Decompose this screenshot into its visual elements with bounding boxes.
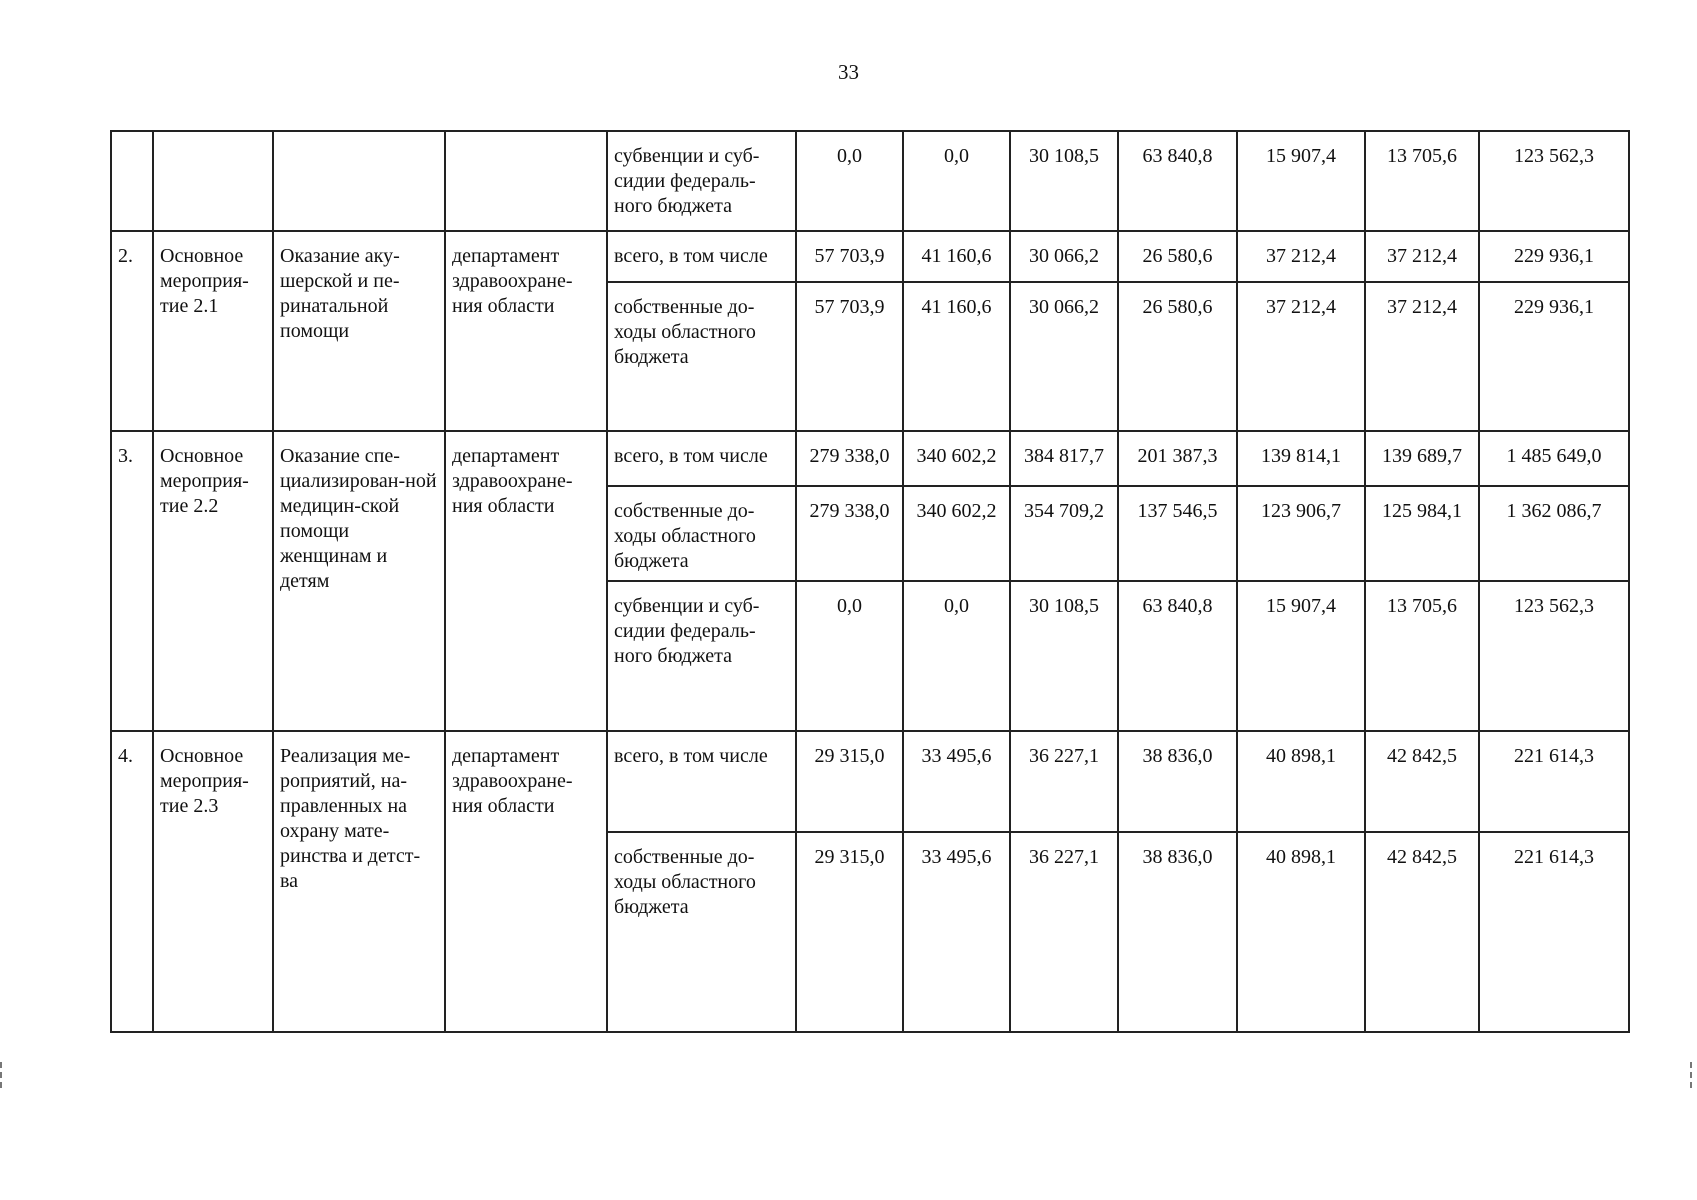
value-cell: 15 907,4 (1237, 131, 1365, 231)
table-row (111, 731, 1629, 832)
value-cell: 384 817,7 (1010, 431, 1118, 486)
measure-description (273, 131, 445, 231)
value-cell: 340 602,2 (903, 486, 1010, 581)
value-cell: 123 906,7 (1237, 486, 1365, 581)
value-cell: 33 495,6 (903, 832, 1010, 1032)
scan-margin-mark-right (1690, 1062, 1696, 1088)
measure-name: Основное мероприя-тие 2.1 (153, 231, 273, 431)
value-cell: 37 212,4 (1365, 231, 1479, 282)
value-cell: 37 212,4 (1365, 282, 1479, 431)
value-cell: 57 703,9 (796, 282, 903, 431)
value-cell: 38 836,0 (1118, 832, 1237, 1032)
value-cell: 0,0 (796, 581, 903, 731)
value-cell: 139 689,7 (1365, 431, 1479, 486)
total-cell: 1 485 649,0 (1479, 431, 1629, 486)
funding-source: всего, в том числе (607, 731, 796, 832)
funding-source: собственные до-ходы областного бюджета (607, 486, 796, 581)
value-cell: 13 705,6 (1365, 131, 1479, 231)
funding-source: субвенции и суб-сидии федераль-ного бюджета (607, 131, 796, 231)
total-cell: 229 936,1 (1479, 282, 1629, 431)
value-cell: 40 898,1 (1237, 731, 1365, 832)
funding-source: всего, в том числе (607, 231, 796, 282)
row-index: 2. (111, 231, 153, 431)
value-cell: 29 315,0 (796, 731, 903, 832)
value-cell: 30 108,5 (1010, 581, 1118, 731)
value-cell: 13 705,6 (1365, 581, 1479, 731)
value-cell: 42 842,5 (1365, 832, 1479, 1032)
value-cell: 125 984,1 (1365, 486, 1479, 581)
value-cell: 37 212,4 (1237, 282, 1365, 431)
row-index: 3. (111, 431, 153, 731)
total-cell: 221 614,3 (1479, 731, 1629, 832)
value-cell: 36 227,1 (1010, 731, 1118, 832)
value-cell: 36 227,1 (1010, 832, 1118, 1032)
table-row (111, 431, 1629, 486)
value-cell: 33 495,6 (903, 731, 1010, 832)
total-cell: 123 562,3 (1479, 581, 1629, 731)
value-cell: 15 907,4 (1237, 581, 1365, 731)
row-index: 4. (111, 731, 153, 1032)
measure-description: Оказание спе-циализирован-ной медицин-ской помощи женщинам и детям (273, 431, 445, 731)
value-cell: 30 108,5 (1010, 131, 1118, 231)
total-cell: 229 936,1 (1479, 231, 1629, 282)
total-cell: 123 562,3 (1479, 131, 1629, 231)
funding-source: всего, в том числе (607, 431, 796, 486)
value-cell: 41 160,6 (903, 282, 1010, 431)
value-cell: 279 338,0 (796, 486, 903, 581)
value-cell: 354 709,2 (1010, 486, 1118, 581)
funding-source: собственные до-ходы областного бюджета (607, 282, 796, 431)
executor: департамент здравоохране-ния области (445, 431, 607, 731)
value-cell: 37 212,4 (1237, 231, 1365, 282)
value-cell: 340 602,2 (903, 431, 1010, 486)
value-cell: 42 842,5 (1365, 731, 1479, 832)
row-index (111, 131, 153, 231)
table-row (111, 131, 1629, 231)
value-cell: 63 840,8 (1118, 131, 1237, 231)
total-cell: 221 614,3 (1479, 832, 1629, 1032)
executor: департамент здравоохране-ния области (445, 731, 607, 1032)
value-cell: 30 066,2 (1010, 282, 1118, 431)
value-cell: 40 898,1 (1237, 832, 1365, 1032)
value-cell: 41 160,6 (903, 231, 1010, 282)
value-cell: 201 387,3 (1118, 431, 1237, 486)
measure-name: Основное мероприя-тие 2.3 (153, 731, 273, 1032)
value-cell: 57 703,9 (796, 231, 903, 282)
measure-description: Реализация ме-роприятий, на-правленных на охрану мате-ринства и детст-ва (273, 731, 445, 1032)
value-cell: 0,0 (796, 131, 903, 231)
page-number: 33 (838, 60, 859, 84)
value-cell: 26 580,6 (1118, 282, 1237, 431)
funding-source: субвенции и суб-сидии федераль-ного бюджета (607, 581, 796, 731)
total-cell: 1 362 086,7 (1479, 486, 1629, 581)
executor: департамент здравоохране-ния области (445, 231, 607, 431)
value-cell: 26 580,6 (1118, 231, 1237, 282)
table-row (111, 231, 1629, 282)
value-cell: 279 338,0 (796, 431, 903, 486)
measure-name: Основное мероприя-тие 2.2 (153, 431, 273, 731)
funding-source: собственные до-ходы областного бюджета (607, 832, 796, 1032)
budget-table (110, 130, 1630, 1033)
value-cell: 0,0 (903, 131, 1010, 231)
value-cell: 30 066,2 (1010, 231, 1118, 282)
value-cell: 29 315,0 (796, 832, 903, 1032)
scan-margin-mark-left (0, 1062, 6, 1088)
executor (445, 131, 607, 231)
value-cell: 139 814,1 (1237, 431, 1365, 486)
measure-description: Оказание аку-шерской и пе-ринатальной помощи (273, 231, 445, 431)
value-cell: 137 546,5 (1118, 486, 1237, 581)
measure-name (153, 131, 273, 231)
value-cell: 38 836,0 (1118, 731, 1237, 832)
value-cell: 63 840,8 (1118, 581, 1237, 731)
value-cell: 0,0 (903, 581, 1010, 731)
